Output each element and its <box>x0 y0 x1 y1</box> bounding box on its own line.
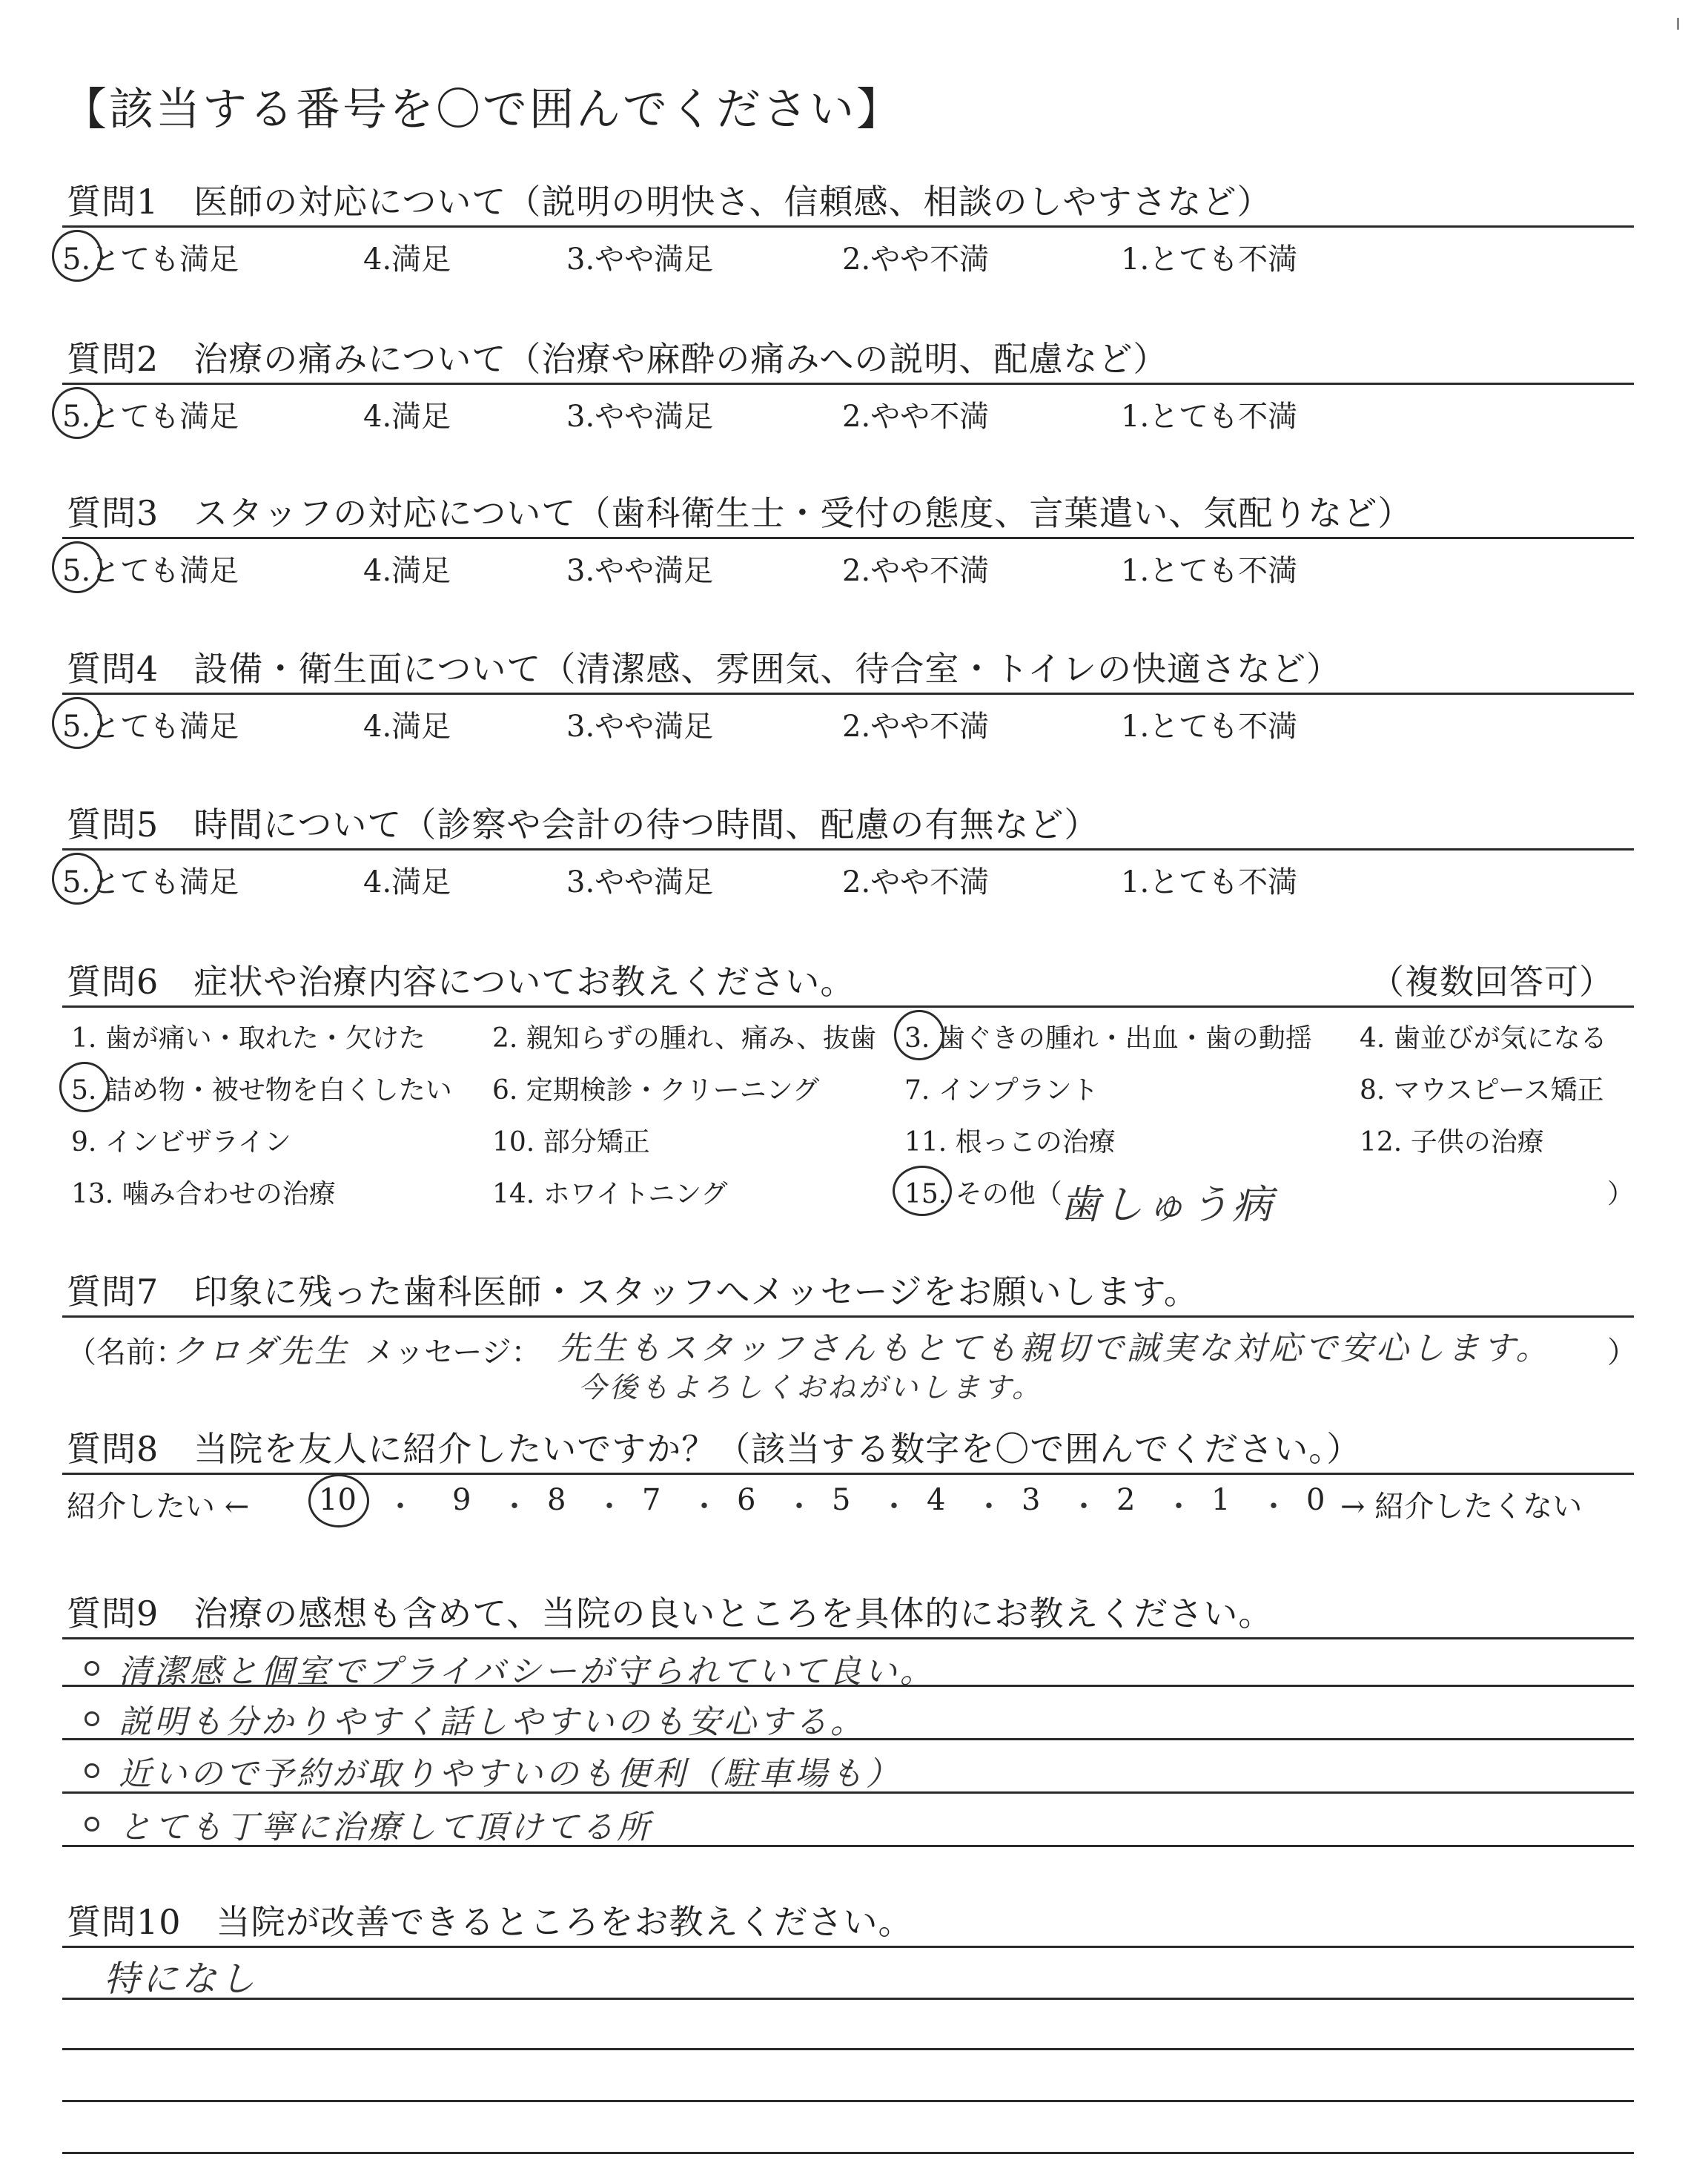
q8-scale-separator: ・ <box>974 1490 1004 1524</box>
page-title: 【該当する番号を〇で囲んでください】 <box>62 84 903 136</box>
q8-selected-circle <box>308 1474 369 1527</box>
q6-title: 質問6 症状や治療内容についてお教えください。 <box>67 962 855 1002</box>
q4-option-2[interactable]: 2.やや不満 <box>842 710 990 744</box>
q6-option-5[interactable]: 5. 詰め物・被せ物を白くしたい <box>71 1075 452 1106</box>
q8-scale-separator: ・ <box>879 1490 909 1524</box>
q7-name-label: （名前： <box>67 1335 185 1370</box>
q8-scale-2[interactable]: 2 <box>1116 1483 1136 1517</box>
q7-message-label: メッセージ： <box>365 1335 541 1370</box>
q1-option-2[interactable]: 2.やや不満 <box>842 242 990 277</box>
q8-scale-7[interactable]: 7 <box>642 1483 661 1517</box>
q8-scale-separator: ・ <box>385 1490 415 1524</box>
q4-selected-circle <box>52 697 102 749</box>
q6-option-1[interactable]: 1. 歯が痛い・取れた・欠けた <box>71 1023 426 1054</box>
q6-other-answer: 歯しゅう病 <box>1060 1181 1275 1228</box>
q9-answer-3: 近いので予約が取りやすいのも便利（駐車場も） <box>119 1755 901 1793</box>
q4-option-3[interactable]: 3.やや満足 <box>566 710 714 744</box>
q7-rule <box>62 1315 1634 1318</box>
q9-answer-2: 説明も分かりやすく話しやすいのも安心する。 <box>119 1703 866 1741</box>
q8-scale-1[interactable]: 1 <box>1211 1483 1231 1517</box>
q1-option-3[interactable]: 3.やや満足 <box>566 242 714 277</box>
q6-option-12[interactable]: 12. 子供の治療 <box>1360 1127 1544 1157</box>
q10-title: 質問10 当院が改善できるところをお教えください。 <box>67 1902 913 1942</box>
q3-option-3[interactable]: 3.やや満足 <box>566 554 714 588</box>
q3-title: 質問3 スタッフの対応について（歯科衛生士・受付の態度、言葉遣い、気配りなど） <box>67 493 1413 533</box>
q3-rule <box>62 537 1634 539</box>
q9-answer-1: 清潔感と個室でプライバシーが守られていて良い。 <box>119 1653 936 1691</box>
q5-option-5[interactable]: 5.とても満足 <box>62 865 239 899</box>
q2-option-4[interactable]: 4.満足 <box>363 400 451 434</box>
q6-option-9[interactable]: 9. インビザライン <box>71 1127 291 1157</box>
q7-title: 質問7 印象に残った歯科医師・スタッフへメッセージをお願いします。 <box>67 1272 1199 1312</box>
q2-option-1[interactable]: 1.とても不満 <box>1121 400 1298 434</box>
q6-option-2[interactable]: 2. 親知らずの腫れ、痛み、抜歯 <box>492 1023 877 1054</box>
q2-option-5[interactable]: 5.とても満足 <box>62 400 239 434</box>
bullet-icon <box>85 1817 99 1832</box>
q4-option-5[interactable]: 5.とても満足 <box>62 710 239 744</box>
q8-right-label: → 紹介したくない <box>1340 1490 1583 1524</box>
q6-option-7[interactable]: 7. インプラント <box>904 1075 1099 1106</box>
q2-selected-circle <box>52 387 102 439</box>
bullet-icon <box>85 1763 99 1778</box>
q3-selected-circle <box>52 541 102 593</box>
q6-option-14[interactable]: 14. ホワイトニング <box>492 1179 728 1209</box>
q6-note: （複数回答可） <box>1370 962 1614 1002</box>
q7-name-value: クロダ先生 <box>172 1332 350 1370</box>
q3-option-2[interactable]: 2.やや不満 <box>842 554 990 588</box>
q5-title: 質問5 時間について（診察や会計の待つ時間、配慮の有無など） <box>67 805 1099 845</box>
q6-option-8[interactable]: 8. マウスピース矯正 <box>1360 1075 1604 1106</box>
q8-scale-separator: ・ <box>500 1490 529 1524</box>
q2-option-3[interactable]: 3.やや満足 <box>566 400 714 434</box>
q7-message-line-2: 今後もよろしくおねがいします。 <box>578 1371 1043 1404</box>
bullet-icon <box>85 1661 99 1676</box>
q7-close-paren: ） <box>1607 1335 1637 1370</box>
q5-rule <box>62 848 1634 851</box>
q8-scale-8[interactable]: 8 <box>547 1483 566 1517</box>
q3-option-4[interactable]: 4.満足 <box>363 554 451 588</box>
q6-selected-circle-5 <box>59 1062 110 1112</box>
q3-option-5[interactable]: 5.とても満足 <box>62 554 239 588</box>
q5-option-2[interactable]: 2.やや不満 <box>842 865 990 899</box>
q4-rule <box>62 693 1634 695</box>
q2-rule <box>62 383 1634 385</box>
q8-scale-separator: ・ <box>689 1490 719 1524</box>
q6-selected-circle-3 <box>894 1010 944 1060</box>
q8-left-label: 紹介したい ← <box>67 1490 250 1524</box>
q1-title: 質問1 医師の対応について（説明の明快さ、信頼感、相談のしやすさなど） <box>67 182 1272 222</box>
q6-option-13[interactable]: 13. 噛み合わせの治療 <box>71 1179 336 1209</box>
q4-option-1[interactable]: 1.とても不満 <box>1121 710 1298 744</box>
q4-title: 質問4 設備・衛生面について（清潔感、雰囲気、待合室・トイレの快適さなど） <box>67 649 1342 689</box>
q3-option-1[interactable]: 1.とても不満 <box>1121 554 1298 588</box>
q6-option-6[interactable]: 6. 定期検診・クリーニング <box>492 1075 820 1106</box>
q8-scale-separator: ・ <box>784 1490 814 1524</box>
q8-scale-separator: ・ <box>1259 1490 1288 1524</box>
q8-scale-0[interactable]: 0 <box>1306 1483 1325 1517</box>
q1-selected-circle <box>52 230 102 282</box>
q9-title: 質問9 治療の感想も含めて、当院の良いところを具体的にお教えください。 <box>67 1593 1274 1634</box>
q6-option-15[interactable]: 15. その他（ <box>904 1179 1062 1209</box>
q8-scale-3[interactable]: 3 <box>1022 1483 1041 1517</box>
q8-scale-10[interactable]: 10 <box>319 1483 357 1517</box>
q1-option-4[interactable]: 4.満足 <box>363 242 451 277</box>
q8-scale-separator: ・ <box>1069 1490 1099 1524</box>
q1-option-1[interactable]: 1.とても不満 <box>1121 242 1298 277</box>
q5-option-1[interactable]: 1.とても不満 <box>1121 865 1298 899</box>
q8-scale-6[interactable]: 6 <box>737 1483 756 1517</box>
q9-answer-4: とても丁寧に治療して頂けてる所 <box>119 1809 652 1846</box>
q5-option-3[interactable]: 3.やや満足 <box>566 865 714 899</box>
q5-option-4[interactable]: 4.満足 <box>363 865 451 899</box>
q10-answer: 特になし <box>104 1958 259 2000</box>
q8-scale-9[interactable]: 9 <box>452 1483 471 1517</box>
q6-option-10[interactable]: 10. 部分矯正 <box>492 1127 650 1157</box>
q8-rule <box>62 1473 1634 1475</box>
q2-title: 質問2 治療の痛みについて（治療や麻酔の痛みへの説明、配慮など） <box>67 339 1168 379</box>
q1-option-5[interactable]: 5.とても満足 <box>62 242 239 277</box>
q2-option-2[interactable]: 2.やや不満 <box>842 400 990 434</box>
q1-rule <box>62 225 1634 228</box>
q6-option-11[interactable]: 11. 根っこの治療 <box>904 1127 1116 1157</box>
q5-selected-circle <box>52 853 102 905</box>
q8-scale-separator: ・ <box>595 1490 624 1524</box>
q6-selected-circle-15 <box>893 1166 952 1216</box>
q8-title: 質問8 当院を友人に紹介したいですか？（該当する数字を〇で囲んでください。） <box>67 1429 1362 1469</box>
q6-option-4[interactable]: 4. 歯並びが気になる <box>1360 1023 1607 1054</box>
q8-scale-separator: ・ <box>1164 1490 1194 1524</box>
q6-option-3[interactable]: 3. 歯ぐきの腫れ・出血・歯の動揺 <box>904 1023 1312 1054</box>
q4-option-4[interactable]: 4.満足 <box>363 710 451 744</box>
scan-mark <box>1677 18 1679 30</box>
q8-scale-4[interactable]: 4 <box>927 1483 946 1517</box>
q6-rule <box>62 1005 1634 1008</box>
q7-message-line-1: 先生もスタッフさんもとても親切で誠実な対応で安心します。 <box>557 1330 1552 1367</box>
q8-scale-5[interactable]: 5 <box>832 1483 851 1517</box>
q6-option-16[interactable]: ） <box>1607 1179 1635 1209</box>
bullet-icon <box>85 1711 99 1726</box>
